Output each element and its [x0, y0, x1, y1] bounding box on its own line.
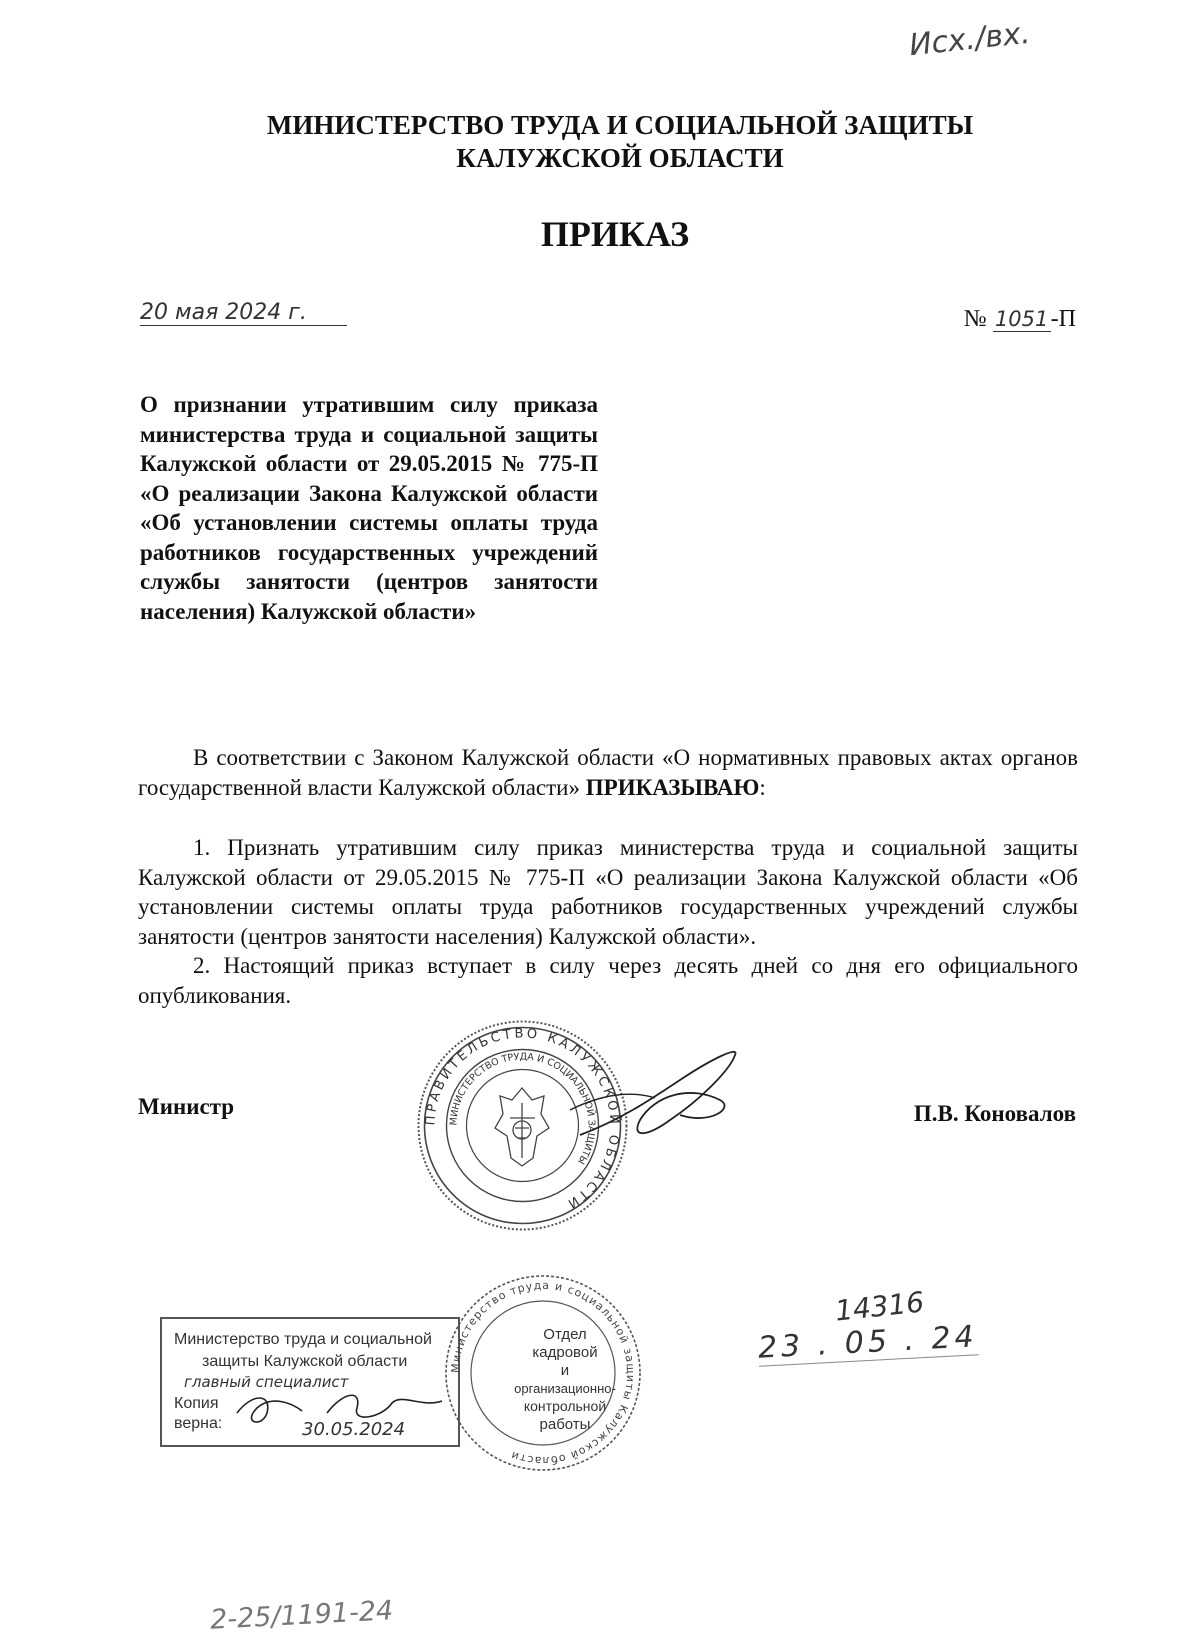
dept-seal-line6: работы: [539, 1416, 591, 1433]
number-suffix: -П: [1050, 306, 1076, 332]
preamble-text: В соответствии с Законом Калужской области «О нормативных правовых актах органов государственной власти Калужской области»: [138, 745, 1078, 800]
registration-date: 23 . 05 . 24: [757, 1319, 979, 1366]
dept-seal-ring-text: Министерство труда и социальной защиты Калужской области: [448, 1278, 638, 1468]
verified-label: верна:: [174, 1415, 223, 1432]
document-type: ПРИКАЗ: [540, 214, 690, 254]
copy-stamp-line2: защиты Калужской области: [202, 1353, 408, 1370]
registration-number: 14316: [833, 1285, 926, 1328]
copy-stamp-date: 30.05.2024: [302, 1419, 406, 1440]
dept-seal-line2: кадровой: [532, 1344, 598, 1361]
seal-inner-text: МИНИСТЕРСТВО ТРУДА И СОЦИАЛЬНОЙ ЗАЩИТЫ: [448, 1051, 597, 1167]
copy-stamp-position: главный специалист: [184, 1373, 349, 1391]
copy-stamp-signature: [232, 1383, 452, 1429]
signatory-name: П.В. Коновалов: [913, 1101, 1076, 1126]
department-seal: [443, 1273, 643, 1473]
ministry-title-line2: КАЛУЖСКОЙ ОБЛАСТИ: [456, 143, 784, 173]
preamble: [138, 743, 1078, 802]
order-colon: :: [759, 774, 766, 800]
order-date: 20 мая 2024 г.: [140, 300, 347, 326]
order-item-1: 1. Признать утратившим силу приказ министерства труда и социальной защиты Калужской области от 29.05.2015 № 775-П «О реализации Закона Калужской области «Об установлении системы оплаты труда работников государственных учреждений службы занятости (центров занятости населения) Калужской области».: [138, 835, 1078, 949]
dept-seal-line4: организационно-: [514, 1381, 616, 1396]
signatory-role: Министр: [138, 1094, 235, 1119]
dept-seal-line3: и: [560, 1362, 570, 1379]
dept-seal-line5: контрольной: [523, 1398, 607, 1414]
number-prefix: №: [963, 306, 987, 332]
copy-label: Копия: [174, 1395, 219, 1412]
dept-seal-line1: Отдел: [543, 1326, 587, 1343]
number-value: 1051: [993, 307, 1051, 332]
top-handwritten-mark: Исх./вх.: [907, 15, 1032, 64]
order-subject: О признании утратившим силу приказа министерства труда и социальной защиты Калужской области от 29.05.2015 № 775-П «О реализации Закона Калужской области «Об установлении системы оплаты труда работников государственных учреждений службы занятости (центров занятости населения) Калужской области»: [140, 392, 598, 624]
copy-verified-stamp: [160, 1317, 460, 1447]
copy-stamp-line1: Министерство труда и социальной: [174, 1331, 432, 1348]
minister-signature: [560, 1040, 760, 1150]
seal-outer-text: ПРАВИТЕЛЬСТВО КАЛУЖСКОЙ ОБЛАСТИ: [423, 1026, 622, 1213]
order-item-2: 2. Настоящий приказ вступает в силу через десять дней со дня его официального опубликования.: [138, 953, 1078, 1008]
coat-of-arms-icon: [495, 1088, 549, 1166]
order-number: [964, 306, 1076, 333]
order-word: ПРИКАЗЫВАЮ: [585, 774, 760, 800]
ministry-title-line1: МИНИСТЕРСТВО ТРУДА И СОЦИАЛЬНОЙ ЗАЩИТЫ: [266, 110, 974, 140]
bottom-handwritten-number: 2-25/1191-24: [209, 1595, 394, 1636]
